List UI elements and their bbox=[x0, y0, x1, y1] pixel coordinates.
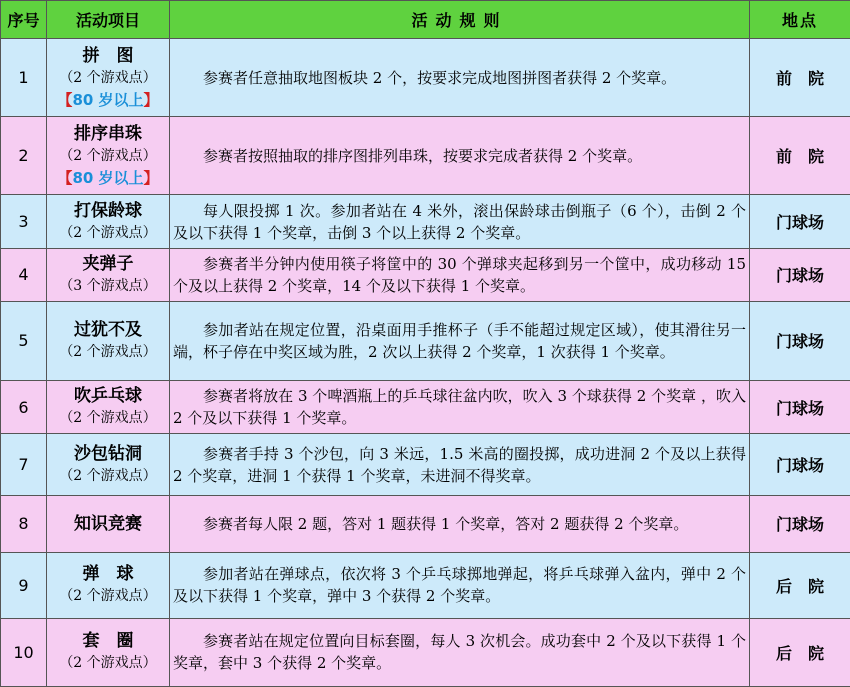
activity-cell bbox=[47, 496, 170, 552]
activity-name: 夹弹子 bbox=[82, 253, 134, 274]
row-number: 4 bbox=[1, 248, 47, 301]
row-number: 6 bbox=[1, 381, 47, 434]
row-number: 8 bbox=[1, 496, 47, 552]
table-row bbox=[1, 496, 850, 552]
row-number: 9 bbox=[1, 552, 47, 618]
row-number: 10 bbox=[1, 618, 47, 686]
header-location: 地点 bbox=[750, 1, 850, 39]
activity-name: 拼 图 bbox=[82, 45, 134, 66]
table-row bbox=[1, 248, 850, 301]
activity-rule: 参赛者任意抽取地图板块 2 个，按要求完成地图拼图者获得 2 个奖章。 bbox=[170, 39, 750, 117]
activity-location: 门球场 bbox=[750, 301, 850, 380]
game-points: （2 个游戏点） bbox=[59, 69, 157, 86]
activity-cell bbox=[47, 434, 170, 496]
row-number: 3 bbox=[1, 195, 47, 248]
activity-name: 排序串珠 bbox=[74, 123, 142, 144]
activity-cell bbox=[47, 39, 170, 117]
activity-location: 后 院 bbox=[750, 618, 850, 686]
activity-name: 套 圈 bbox=[82, 631, 134, 652]
activity-rule: 参加者站在弹球点，依次将 3 个乒乓球掷地弹起，将乒乓球弹入盆内，弹中 2 个及以下获得 1 个奖章，弹中 3 个获得 2 个奖章。 bbox=[170, 552, 750, 618]
table-row bbox=[1, 195, 850, 248]
activity-location: 前 院 bbox=[750, 39, 850, 117]
activity-name: 打保龄球 bbox=[74, 200, 142, 221]
table-row bbox=[1, 117, 850, 195]
activity-rule: 每人限投掷 1 次。参加者站在 4 米外，滚出保龄球击倒瓶子（6 个），击倒 2 个及以下获得 1 个奖章，击倒 3 个以上获得 2 个奖章。 bbox=[170, 195, 750, 248]
age-text: 80 岁以上 bbox=[72, 90, 144, 109]
table-row bbox=[1, 552, 850, 618]
age-bracket-open: 【 bbox=[57, 168, 73, 187]
game-points: （2 个游戏点） bbox=[59, 343, 157, 360]
age-bracket-close: 】 bbox=[143, 90, 159, 109]
activity-rule: 参赛者每人限 2 题，答对 1 题获得 1 个奖章，答对 2 题获得 2 个奖章。 bbox=[170, 496, 750, 552]
activity-rule: 参赛者站在规定位置向目标套圈，每人 3 次机会。成功套中 2 个及以下获得 1 个奖章，套中 3 个获得 2 个奖章。 bbox=[170, 618, 750, 686]
table-row bbox=[1, 301, 850, 380]
age-text: 80 岁以上 bbox=[72, 168, 144, 187]
activity-name: 沙包钻洞 bbox=[74, 443, 142, 464]
activity-rule: 参加者站在规定位置，沿桌面用手推杯子（手不能超过规定区域），使其滑往另一端，杯子停在中奖区域为胜，2 次以上获得 2 个奖章，1 次获得 1 个奖章。 bbox=[170, 301, 750, 380]
activity-location: 门球场 bbox=[750, 195, 850, 248]
table-row bbox=[1, 434, 850, 496]
activity-cell bbox=[47, 552, 170, 618]
table-row bbox=[1, 618, 850, 686]
age-bracket-close: 】 bbox=[143, 168, 159, 187]
activity-location: 门球场 bbox=[750, 381, 850, 434]
table-row bbox=[1, 381, 850, 434]
activity-rule: 参赛者手持 3 个沙包，向 3 米远，1.5 米高的圈投掷，成功进洞 2 个及以上获得 2 个奖章，进洞 1 个获得 1 个奖章，未进洞不得奖章。 bbox=[170, 434, 750, 496]
activity-rule: 参赛者按照抽取的排序图排列串珠，按要求完成者获得 2 个奖章。 bbox=[170, 117, 750, 195]
row-number: 1 bbox=[1, 39, 47, 117]
activity-location: 后 院 bbox=[750, 552, 850, 618]
activity-location: 门球场 bbox=[750, 496, 850, 552]
game-points: （2 个游戏点） bbox=[59, 224, 157, 241]
table-row bbox=[1, 39, 850, 117]
row-number: 7 bbox=[1, 434, 47, 496]
activity-location: 门球场 bbox=[750, 248, 850, 301]
game-points: （2 个游戏点） bbox=[59, 147, 157, 164]
header-no: 序号 bbox=[1, 1, 47, 39]
activity-cell bbox=[47, 117, 170, 195]
activity-cell bbox=[47, 301, 170, 380]
header-row bbox=[1, 1, 850, 39]
activity-location: 前 院 bbox=[750, 117, 850, 195]
game-points: （2 个游戏点） bbox=[59, 655, 157, 672]
age-note bbox=[50, 167, 166, 189]
header-name: 活动项目 bbox=[47, 1, 170, 39]
activity-rule: 参赛者将放在 3 个啤酒瓶上的乒乓球往盆内吹，吹入 3 个球获得 2 个奖章 ，吹入 2 个及以下获得 1 个奖章。 bbox=[170, 381, 750, 434]
game-points: （3 个游戏点） bbox=[59, 277, 157, 294]
activity-rule: 参赛者半分钟内使用筷子将筐中的 30 个弹球夹起移到另一个筐中，成功移动 15 个及以上获得 2 个奖章，14 个及以下获得 1 个奖章。 bbox=[170, 248, 750, 301]
activity-cell bbox=[47, 381, 170, 434]
activity-name: 吹乒乓球 bbox=[74, 386, 142, 407]
game-points: （2 个游戏点） bbox=[59, 588, 157, 605]
activity-name: 弹 球 bbox=[82, 564, 134, 585]
activity-location: 门球场 bbox=[750, 434, 850, 496]
activity-name: 过犹不及 bbox=[74, 319, 142, 340]
age-bracket-open: 【 bbox=[57, 90, 73, 109]
activity-cell bbox=[47, 195, 170, 248]
row-number: 2 bbox=[1, 117, 47, 195]
game-points: （2 个游戏点） bbox=[59, 410, 157, 427]
game-points: （2 个游戏点） bbox=[59, 467, 157, 484]
age-note bbox=[50, 89, 166, 111]
row-number: 5 bbox=[1, 301, 47, 380]
activity-cell bbox=[47, 618, 170, 686]
activity-cell bbox=[47, 248, 170, 301]
header-rule: 活动规则 bbox=[170, 1, 750, 39]
activity-name: 知识竞赛 bbox=[74, 513, 142, 534]
